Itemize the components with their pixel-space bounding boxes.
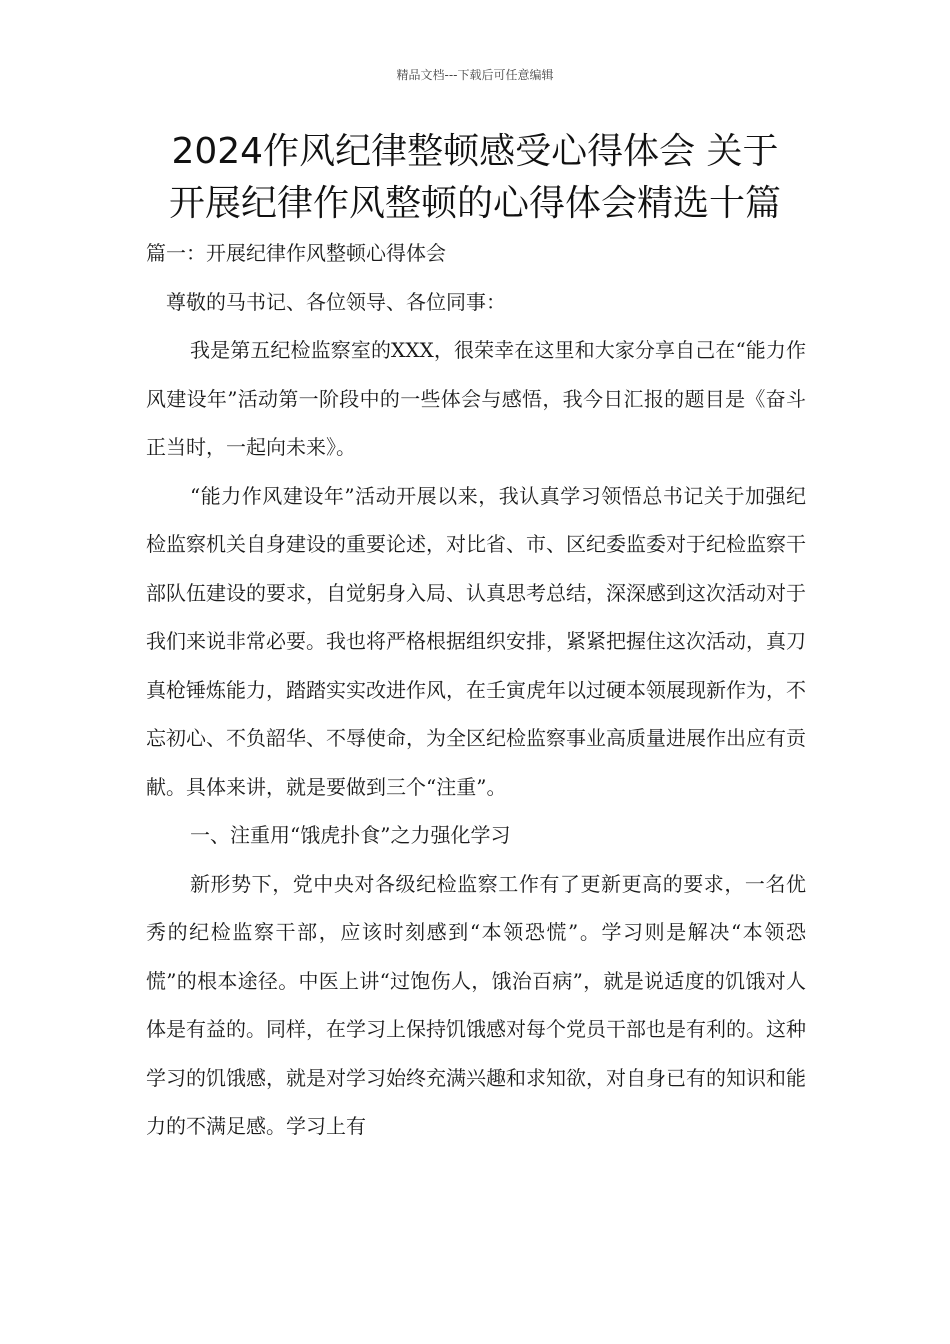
document-body xyxy=(146,229,806,1151)
paragraph-activity: “能力作风建设年”活动开展以来，我认真学习领悟总书记关于加强纪检监察机关自身建设的重要论述，对比省、市、区纪委监委对于纪检监察干部队伍建设的要求，自觉躬身入局、认真思考总结，深深感到这次活动对于我们来说非常必要。我也将严格根据组织安排，紧紧把握住这次活动，真刀真枪锤炼能力，踏踏实实改进作风，在壬寅虎年以过硬本领展现新作为，不忘初心、不负韶华、不辱使命，为全区纪检监察事业高质量进展作出应有贡献。具体来讲，就是要做到三个“注重”。 xyxy=(146,483,806,799)
title-line-2: 开展纪律作风整顿的心得体会精选十篇 xyxy=(168,183,781,224)
section-heading: 篇一：开展纪律作风整顿心得体会 xyxy=(146,241,446,265)
paragraph-intro: 我是第五纪检监察室的XXX，很荣幸在这里和大家分享自己在“能力作风建设年”活动第一阶段中的一些体会与感悟，我今日汇报的题目是《奋斗正当时，一起向未来》。 xyxy=(146,338,806,459)
header-note: 精品文档---下载后可任意编辑 xyxy=(396,68,554,82)
title-line-1: 2024作风纪律整顿感受心得体会 关于 xyxy=(171,131,779,172)
salutation: 尊敬的马书记、各位领导、各位同事： xyxy=(166,289,506,314)
document-title xyxy=(100,126,850,230)
paragraph-study: 新形势下，党中央对各级纪检监察工作有了更新更高的要求，一名优秀的纪检监察干部，应该时刻感到“本领恐慌”。学习则是解决“本领恐慌”的根本途径。中医上讲“过饱伤人，饿治百病”，就是说适度的饥饿对人体是有益的。同样，在学习上保持饥饿感对每个党员干部也是有利的。这种学习的饥饿感，就是对学习始终充满兴趣和求知欲，对自身已有的知识和能力的不满足感。学习上有 xyxy=(146,871,806,1138)
subheading-study: 一、注重用“饿虎扑食”之力强化学习 xyxy=(190,823,511,847)
